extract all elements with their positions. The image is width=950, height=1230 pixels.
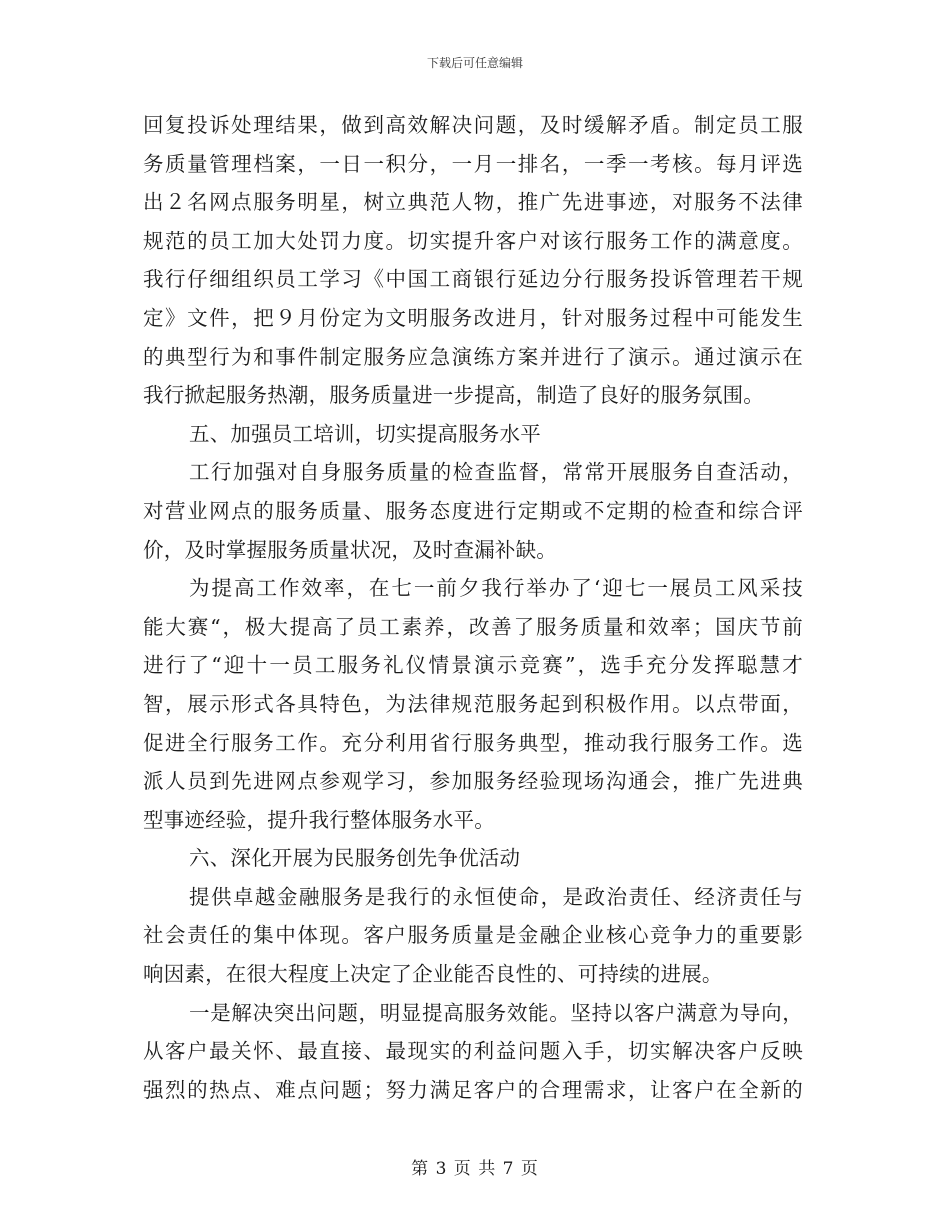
text-line: 的典型行为和事件制定服务应急演练方案并进行了演示。通过演示在 [143, 344, 803, 369]
text-line: 一是解决突出问题，明显提高服务效能。坚持以客户满意为导向， [189, 1000, 803, 1025]
text-line: 为提高工作效率，在七一前夕我行举办了‘迎七一展员工风采技 [189, 576, 803, 601]
text-line: 五、加强员工培训，切实提高服务水平 [189, 421, 541, 446]
page-footer: 第 3 页 共 7 页 [411, 1159, 539, 1179]
text-line: 进行了“迎十一员工服务礼仪情景演示竞赛”，选手充分发挥聪慧才 [143, 653, 803, 678]
text-line: 强烈的热点、难点问题；努力满足客户的合理需求，让客户在全新的 [143, 1077, 803, 1102]
text-line: 回复投诉处理结果，做到高效解决问题，及时缓解矛盾。制定员工服 [143, 113, 803, 137]
text-line: 出２名网点服务明星，树立典范人物，推广先进事迹，对服务不法律 [143, 190, 803, 215]
text-line: 社会责任的集中体现。客户服务质量是金融企业核心竞争力的重要影 [143, 923, 803, 948]
document-body [143, 106, 803, 1109]
text-line: 务质量管理档案，一日一积分，一月一排名，一季一考核。每月评选 [143, 151, 803, 176]
text-line: 定》文件，把９月份定为文明服务改进月，针对服务过程中可能发生 [143, 305, 803, 330]
text-line: 型事迹经验，提升我行整体服务水平。 [143, 807, 495, 832]
text-line: 价，及时掌握服务质量状况，及时查漏补缺。 [143, 537, 557, 562]
text-line: 派人员到先进网点参观学习，参加服务经验现场沟通会，推广先进典 [143, 769, 803, 794]
text-line: 对营业网点的服务质量、服务态度进行定期或不定期的检查和综合评 [143, 498, 803, 523]
text-line: 工行加强对自身服务质量的检查监督，常常开展服务自查活动， [189, 460, 803, 485]
text-line: 规范的员工加大处罚力度。切实提升客户对该行服务工作的满意度。 [143, 228, 803, 253]
page-header: 下载后可任意编辑 [426, 56, 523, 70]
text-line: 促进全行服务工作。充分利用省行服务典型，推动我行服务工作。选 [143, 730, 803, 755]
text-line: 我行仔细组织员工学习《中国工商银行延边分行服务投诉管理若干规 [143, 267, 803, 292]
text-line: 我行掀起服务热潮，服务质量进一步提高，制造了良好的服务氛围。 [143, 383, 764, 408]
text-line: 提供卓越金融服务是我行的永恒使命，是政治责任、经济责任与 [189, 884, 803, 909]
text-line: 六、深化开展为民服务创先争优活动 [189, 846, 521, 871]
text-line: 能大赛“，极大提高了员工素养，改善了服务质量和效率；国庆节前 [143, 614, 803, 639]
text-line: 从客户最关怀、最直接、最现实的利益问题入手，切实解决客户反映 [143, 1039, 803, 1064]
text-line: 响因素，在很大程度上决定了企业能否良性的、可持续的进展。 [143, 962, 723, 987]
text-line: 智，展示形式各具特色，为法律规范服务起到积极作用。以点带面， [143, 691, 803, 716]
